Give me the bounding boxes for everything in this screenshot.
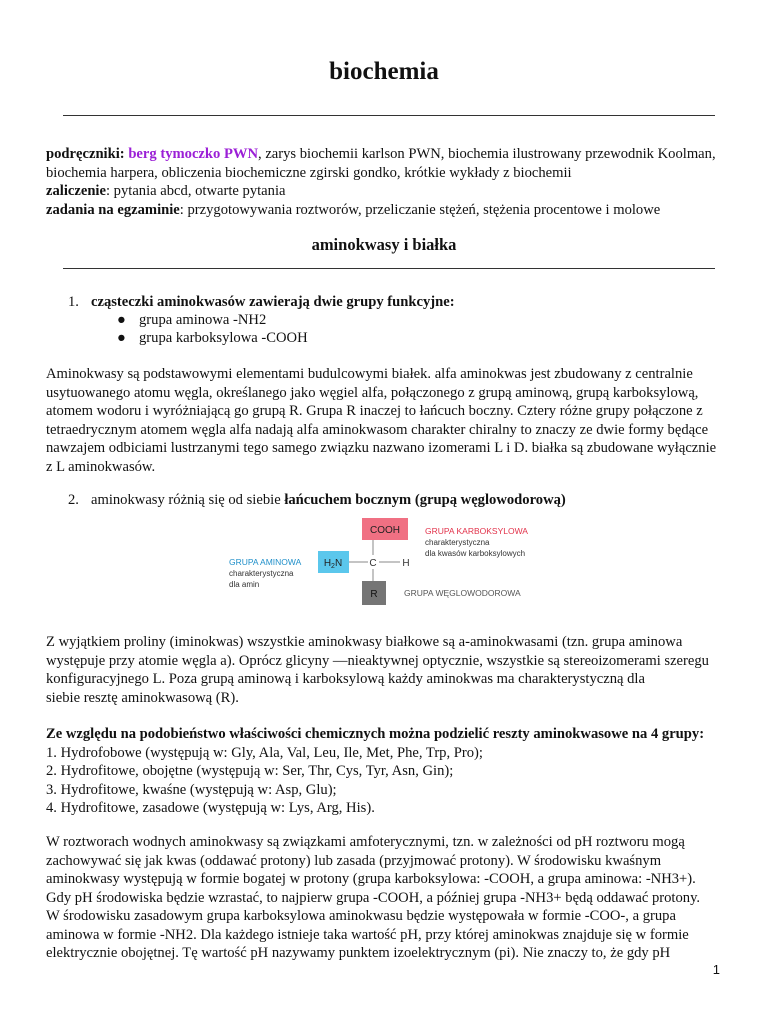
group-item: 3. Hydrofitowe, kwaśne (występują w: Asp, Glu); (46, 781, 337, 798)
hydrogen-atom: H (402, 558, 410, 569)
amino-desc-2: dla amin (229, 580, 260, 589)
bullet-dot-2: ● (117, 330, 126, 346)
credit-rest: : pytania abcd, otwarte pytania (105, 183, 286, 199)
item-2-plain: aminokwasy różnią się od siebie (91, 492, 285, 508)
page-number: 1 (712, 962, 720, 977)
intro-line-4 (46, 201, 726, 220)
intro-line-1 (46, 145, 726, 164)
hydrocarbon-label: GRUPA WĘGLOWODOROWA (404, 588, 521, 598)
group-item: 2. Hydrofitowe, obojętne (występują w: Ser, Thr, Cys, Tyr, Asn, Gin); (46, 763, 454, 779)
exam-tasks-rest: : przygotowywania roztworów, przeliczanie stężeń, stężenia procentowe i molowe (179, 201, 661, 218)
para3-line: aminowa w formie -NH2. Dla każdego istnieje taka wartość pH, przy której aminokwas znajduje się w formie (46, 926, 689, 943)
para1-line: nawzajem odbiciami lustrzanymi tego samego związku nazwano izomerami L i D. białka są zbudowane wyłącznie (46, 440, 717, 456)
alpha-carbon: C (369, 558, 377, 569)
item-1-bold-text: cząsteczki aminokwasów zawierają dwie grupy funkcyjne: (91, 294, 455, 310)
textbook-highlight: berg tymoczko PWN (128, 146, 259, 162)
section-divider (63, 268, 715, 269)
item-1-number: 1. (68, 294, 79, 310)
paragraph-amino-acid-structure (46, 365, 726, 476)
para2-line: Z wyjątkiem proliny (iminokwas) wszystkie aminokwasy białkowe są a-aminokwasami (tzn. grupa aminowa (46, 634, 683, 650)
para1-line: usytuowanego atomu węgla, określanego jako węgiel alfa, połączonego z grupą aminową, grupą karboksylową, (46, 384, 699, 401)
para1-line: Aminokwasy są podstawowymi elementami budulcowymi białek. alfa aminokwas jest zbudowany z centralnie (46, 366, 693, 382)
paragraph-amphoteric (46, 833, 726, 963)
para2-line: siebie resztę aminokwasową (R). (46, 689, 239, 706)
carboxyl-desc-2: dla kwasów karboksylowych (425, 549, 526, 558)
para2-line: występuje przy atomie węgla a). Oprócz glicyny —nieaktywnej optycznie, wszystkie są stereoizomerami szeregu (46, 652, 709, 669)
intro-line-2: biochemia harpera, obliczenia biochemiczne zgirski gondko, krótkie wykłady z biochemii (46, 164, 572, 181)
carboxyl-label: GRUPA KARBOKSYLOWA (425, 526, 528, 536)
para3-line: aminokwasy występują w formie bogatej w protony (grupa karboksylowa: -COOH, a grupa aminowa: -NH3+). (46, 871, 696, 887)
amino-h: H (323, 558, 332, 569)
para2-line: konfiguracyjnego L. Poza grupą aminową i karboksylową każdy aminokwas ma charakterystyczną dla (46, 671, 645, 687)
cooh-text: COOH (370, 525, 400, 536)
paragraph-groups (46, 725, 726, 818)
para1-line: tetraedrycznym atomem węgla alfa nadają alfa aminokwasom charakter chiralny to znaczy ze dwie formy będące (46, 421, 709, 438)
amino-n: N (334, 558, 343, 569)
para3-line: elektrycznie obojętnej. Tę wartość pH nazywamy punktem izoelektrycznym (pi). Nie znaczy to, że gdy pH (46, 945, 671, 961)
para1-line: atomem wodoru i wyróżniającą go grupą R. Grupa R inaczej to łańcuch boczny. Cztery różne grupy połączone z (46, 403, 703, 419)
para1-line: z L aminokwasów. (46, 458, 156, 475)
item-2-bold: łańcuchem bocznym (grupą węglowodorową) (284, 492, 566, 508)
group-item: 4. Hydrofitowe, zasadowe (występują w: Lys, Arg, His). (46, 800, 375, 816)
amino-desc-1: charakterystyczna (229, 569, 294, 578)
paragraph-alpha-amino (46, 633, 726, 707)
item-1-text (91, 293, 455, 312)
intro-block (46, 145, 726, 219)
exam-tasks-label: zadania na egzaminie (46, 201, 180, 218)
intro-line-3 (46, 182, 726, 201)
r-text: R (370, 589, 378, 600)
textbooks-label: podręczniki: (46, 146, 125, 162)
document-title: biochemia (329, 58, 439, 85)
para3-line: W środowisku zasadowym grupa karboksylowa aminokwasu będzie występowała w formie -COO-, a grupa (46, 908, 676, 924)
credit-label: zaliczenie (46, 183, 106, 199)
item-2-text (91, 491, 566, 510)
bullet-amino: grupa aminowa -NH2 (139, 312, 267, 328)
amino-sub: 2 (331, 563, 335, 570)
textbooks-rest: , zarys biochemii karlson PWN, biochemia ilustrowany przewodnik Koolman, (258, 146, 716, 162)
bullet-dot-1: ● (117, 312, 126, 328)
para3-line: zachowywać się jak kwas (oddawać protony) lub zasada (przyjmować protony). W środowisku kwaśnym (46, 852, 662, 869)
item-2-number: 2. (68, 492, 79, 508)
carboxyl-desc-1: charakterystyczna (425, 538, 490, 547)
para3-line: W roztworach wodnych aminokwasy są związkami amfoterycznymi, tzn. w zależności od pH roztworu mogą (46, 834, 685, 850)
bullet-carboxyl: grupa karboksylowa -COOH (139, 330, 308, 346)
amino-label: GRUPA AMINOWA (229, 557, 302, 567)
group-item: 1. Hydrofobowe (występują w: Gly, Ala, Val, Leu, Ile, Met, Phe, Trp, Pro); (46, 744, 483, 761)
section-heading: aminokwasy i białka (311, 235, 457, 254)
title-divider (63, 115, 715, 116)
groups-heading (46, 725, 726, 744)
groups-heading-text: Ze względu na podobieństwo właściwości chemicznych można podzielić reszty aminokwasowe na 4 grupy: (46, 726, 705, 742)
para3-line: Gdy pH środowiska będzie wzrastać, to najpierw grupa -COOH, a później grupa -NH3+ będą oddawać protony. (46, 889, 701, 906)
amino-acid-diagram (222, 514, 572, 614)
